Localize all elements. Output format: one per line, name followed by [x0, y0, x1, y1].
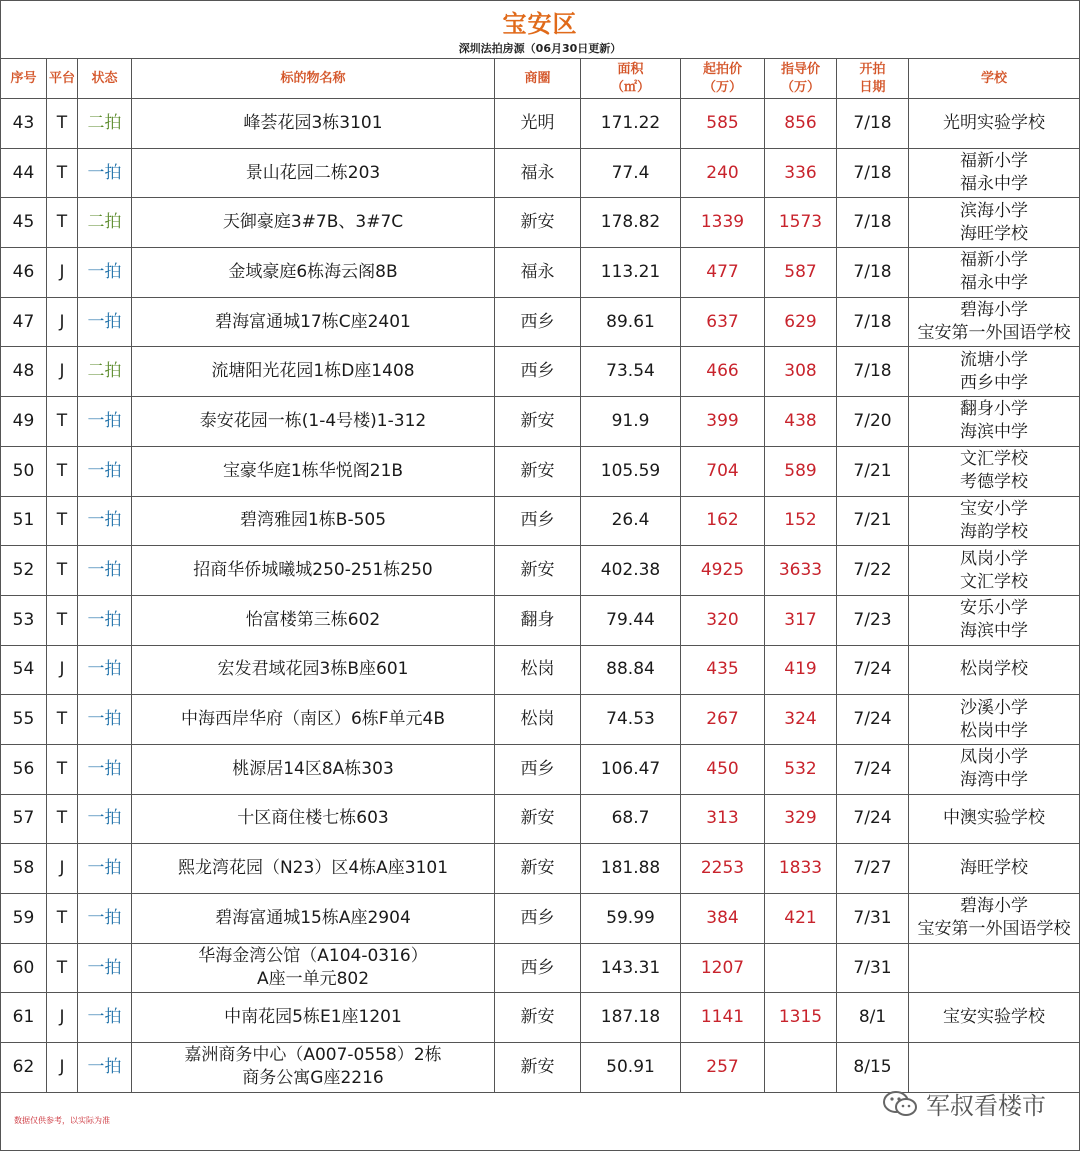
cell-name: 金域豪庭6栋海云阁8B [132, 248, 495, 298]
cell-guide-price: 329 [765, 794, 837, 844]
cell-date: 7/24 [837, 744, 909, 794]
cell-guide-price: 317 [765, 595, 837, 645]
cell-status: 一拍 [78, 943, 132, 993]
cell-name: 宏发君域花园3栋B座601 [132, 645, 495, 695]
cell-date: 8/1 [837, 993, 909, 1043]
cell-platform: J [47, 993, 78, 1043]
page-subtitle: 深圳法拍房源（06月30日更新） [458, 42, 622, 55]
cell-size: 77.4 [581, 148, 681, 198]
cell-no: 55 [1, 695, 47, 745]
cell-zone: 松岗 [495, 645, 581, 695]
cell-name: 天御豪庭3#7B、3#7C [132, 198, 495, 248]
cell-size: 79.44 [581, 595, 681, 645]
cell-no: 60 [1, 943, 47, 993]
header-col-platform: 平台 [47, 59, 78, 99]
cell-school: 凤岗小学 文汇学校 [909, 546, 1080, 596]
cell-name: 碧湾雅园1栋B-505 [132, 496, 495, 546]
cell-date: 7/18 [837, 198, 909, 248]
table-row [1, 148, 1080, 198]
cell-guide-price: 587 [765, 248, 837, 298]
cell-guide-price: 419 [765, 645, 837, 695]
table-row [1, 894, 1080, 944]
cell-size: 143.31 [581, 943, 681, 993]
cell-name: 流塘阳光花园1栋D座1408 [132, 347, 495, 397]
cell-guide-price: 1315 [765, 993, 837, 1043]
cell-start-price: 257 [681, 1043, 765, 1093]
cell-school: 碧海小学 宝安第一外国语学校 [909, 297, 1080, 347]
cell-platform: J [47, 297, 78, 347]
cell-platform: J [47, 844, 78, 894]
header-col-status: 状态 [78, 59, 132, 99]
cell-date: 7/18 [837, 248, 909, 298]
cell-start-price: 320 [681, 595, 765, 645]
cell-size: 50.91 [581, 1043, 681, 1093]
cell-status: 一拍 [78, 546, 132, 596]
cell-date: 7/21 [837, 446, 909, 496]
table-row [1, 248, 1080, 298]
cell-size: 59.99 [581, 894, 681, 944]
cell-name: 招商华侨城曦城250-251栋250 [132, 546, 495, 596]
table-row [1, 347, 1080, 397]
cell-school: 沙溪小学 松岗中学 [909, 695, 1080, 745]
cell-status: 二拍 [78, 347, 132, 397]
cell-size: 68.7 [581, 794, 681, 844]
cell-no: 59 [1, 894, 47, 944]
cell-date: 8/15 [837, 1043, 909, 1093]
cell-platform: T [47, 695, 78, 745]
cell-zone: 西乡 [495, 894, 581, 944]
cell-status: 一拍 [78, 645, 132, 695]
cell-school: 福新小学 福永中学 [909, 148, 1080, 198]
watermark-text: 军叔看楼市 [926, 1092, 1046, 1120]
cell-no: 52 [1, 546, 47, 596]
cell-no: 46 [1, 248, 47, 298]
cell-school: 宝安实验学校 [909, 993, 1080, 1043]
cell-start-price: 450 [681, 744, 765, 794]
cell-date: 7/18 [837, 347, 909, 397]
cell-zone: 新安 [495, 794, 581, 844]
cell-status: 一拍 [78, 496, 132, 546]
cell-guide-price: 421 [765, 894, 837, 944]
cell-start-price: 477 [681, 248, 765, 298]
table-row [1, 595, 1080, 645]
table-row [1, 695, 1080, 745]
table-row [1, 397, 1080, 447]
cell-start-price: 384 [681, 894, 765, 944]
cell-no: 49 [1, 397, 47, 447]
wechat-icon [882, 1090, 918, 1118]
cell-platform: T [47, 496, 78, 546]
header-col-size: 面积 （㎡） [581, 59, 681, 99]
cell-start-price: 1339 [681, 198, 765, 248]
cell-zone: 新安 [495, 993, 581, 1043]
cell-date: 7/22 [837, 546, 909, 596]
cell-date: 7/24 [837, 645, 909, 695]
cell-start-price: 399 [681, 397, 765, 447]
header-col-no: 序号 [1, 59, 47, 99]
cell-name: 嘉洲商务中心（A007-0558）2栋 商务公寓G座2216 [132, 1043, 495, 1093]
cell-guide-price: 308 [765, 347, 837, 397]
cell-size: 106.47 [581, 744, 681, 794]
cell-no: 50 [1, 446, 47, 496]
cell-name: 峰荟花园3栋3101 [132, 99, 495, 149]
cell-school: 福新小学 福永中学 [909, 248, 1080, 298]
cell-name: 碧海富通城15栋A座2904 [132, 894, 495, 944]
cell-status: 二拍 [78, 99, 132, 149]
cell-size: 402.38 [581, 546, 681, 596]
cell-no: 53 [1, 595, 47, 645]
cell-zone: 西乡 [495, 297, 581, 347]
cell-platform: J [47, 645, 78, 695]
cell-platform: J [47, 1043, 78, 1093]
cell-date: 7/20 [837, 397, 909, 447]
table-row [1, 744, 1080, 794]
cell-name: 宝豪华庭1栋华悦阁21B [132, 446, 495, 496]
table-row [1, 844, 1080, 894]
cell-name: 华海金湾公馆（A104-0316） A座一单元802 [132, 943, 495, 993]
cell-size: 88.84 [581, 645, 681, 695]
cell-date: 7/27 [837, 844, 909, 894]
cell-name: 碧海富通城17栋C座2401 [132, 297, 495, 347]
cell-platform: T [47, 446, 78, 496]
footnote: 数据仅供参考，以实际为准 [14, 1116, 110, 1125]
cell-school [909, 943, 1080, 993]
cell-guide-price: 3633 [765, 546, 837, 596]
cell-school [909, 1043, 1080, 1093]
cell-start-price: 466 [681, 347, 765, 397]
cell-platform: T [47, 943, 78, 993]
cell-start-price: 267 [681, 695, 765, 745]
cell-no: 48 [1, 347, 47, 397]
cell-platform: T [47, 99, 78, 149]
cell-start-price: 4925 [681, 546, 765, 596]
cell-school: 翻身小学 海滨中学 [909, 397, 1080, 447]
cell-no: 45 [1, 198, 47, 248]
cell-school: 凤岗小学 海湾中学 [909, 744, 1080, 794]
cell-size: 178.82 [581, 198, 681, 248]
cell-status: 一拍 [78, 894, 132, 944]
cell-status: 一拍 [78, 148, 132, 198]
cell-no: 47 [1, 297, 47, 347]
cell-name: 中海西岸华府（南区）6栋F单元4B [132, 695, 495, 745]
cell-status: 二拍 [78, 198, 132, 248]
cell-date: 7/31 [837, 943, 909, 993]
table-row [1, 993, 1080, 1043]
cell-zone: 新安 [495, 844, 581, 894]
cell-guide-price: 336 [765, 148, 837, 198]
cell-date: 7/31 [837, 894, 909, 944]
cell-guide-price: 532 [765, 744, 837, 794]
cell-no: 44 [1, 148, 47, 198]
table-body [1, 99, 1080, 1093]
table-row [1, 645, 1080, 695]
cell-school: 松岗学校 [909, 645, 1080, 695]
header-col-date: 开拍 日期 [837, 59, 909, 99]
cell-guide-price: 856 [765, 99, 837, 149]
cell-name: 景山花园二栋203 [132, 148, 495, 198]
cell-zone: 新安 [495, 397, 581, 447]
cell-guide-price: 589 [765, 446, 837, 496]
watermark [882, 1086, 1046, 1121]
cell-status: 一拍 [78, 397, 132, 447]
cell-platform: T [47, 894, 78, 944]
cell-date: 7/18 [837, 148, 909, 198]
cell-platform: T [47, 198, 78, 248]
cell-name: 桃源居14区8A栋303 [132, 744, 495, 794]
cell-zone: 福永 [495, 248, 581, 298]
cell-zone: 西乡 [495, 496, 581, 546]
table-row [1, 496, 1080, 546]
cell-platform: J [47, 347, 78, 397]
cell-zone: 松岗 [495, 695, 581, 745]
cell-name: 熙龙湾花园（N23）区4栋A座3101 [132, 844, 495, 894]
cell-no: 43 [1, 99, 47, 149]
cell-start-price: 585 [681, 99, 765, 149]
cell-status: 一拍 [78, 695, 132, 745]
cell-start-price: 2253 [681, 844, 765, 894]
cell-school: 流塘小学 西乡中学 [909, 347, 1080, 397]
cell-size: 171.22 [581, 99, 681, 149]
table-row [1, 794, 1080, 844]
cell-status: 一拍 [78, 744, 132, 794]
cell-name: 泰安花园一栋(1-4号楼)1-312 [132, 397, 495, 447]
cell-no: 51 [1, 496, 47, 546]
cell-name: 十区商住楼七栋603 [132, 794, 495, 844]
cell-school: 滨海小学 海旺学校 [909, 198, 1080, 248]
cell-platform: T [47, 397, 78, 447]
cell-school: 海旺学校 [909, 844, 1080, 894]
table-row [1, 943, 1080, 993]
cell-school: 安乐小学 海滨中学 [909, 595, 1080, 645]
cell-guide-price: 1573 [765, 198, 837, 248]
cell-zone: 福永 [495, 148, 581, 198]
cell-zone: 新安 [495, 446, 581, 496]
cell-size: 181.88 [581, 844, 681, 894]
cell-start-price: 162 [681, 496, 765, 546]
cell-guide-price: 438 [765, 397, 837, 447]
cell-guide-price: 324 [765, 695, 837, 745]
cell-status: 一拍 [78, 297, 132, 347]
cell-start-price: 240 [681, 148, 765, 198]
cell-guide-price [765, 1043, 837, 1093]
cell-no: 57 [1, 794, 47, 844]
cell-start-price: 704 [681, 446, 765, 496]
cell-size: 26.4 [581, 496, 681, 546]
cell-size: 73.54 [581, 347, 681, 397]
cell-date: 7/18 [837, 297, 909, 347]
cell-school: 宝安小学 海韵学校 [909, 496, 1080, 546]
cell-status: 一拍 [78, 794, 132, 844]
cell-status: 一拍 [78, 446, 132, 496]
cell-date: 7/18 [837, 99, 909, 149]
cell-guide-price: 1833 [765, 844, 837, 894]
cell-date: 7/24 [837, 794, 909, 844]
cell-status: 一拍 [78, 1043, 132, 1093]
cell-zone: 新安 [495, 1043, 581, 1093]
cell-zone: 新安 [495, 198, 581, 248]
cell-status: 一拍 [78, 993, 132, 1043]
header-col-school: 学校 [909, 59, 1080, 99]
cell-guide-price: 629 [765, 297, 837, 347]
cell-size: 187.18 [581, 993, 681, 1043]
table-row [1, 198, 1080, 248]
table-row [1, 297, 1080, 347]
cell-start-price: 313 [681, 794, 765, 844]
header-col-zone: 商圈 [495, 59, 581, 99]
cell-status: 一拍 [78, 248, 132, 298]
table-row [1, 1043, 1080, 1093]
cell-start-price: 1207 [681, 943, 765, 993]
cell-name: 怡富楼第三栋602 [132, 595, 495, 645]
cell-platform: T [47, 794, 78, 844]
cell-platform: T [47, 744, 78, 794]
cell-date: 7/24 [837, 695, 909, 745]
cell-size: 89.61 [581, 297, 681, 347]
cell-guide-price: 152 [765, 496, 837, 546]
table-header-row [1, 59, 1080, 99]
cell-size: 74.53 [581, 695, 681, 745]
cell-zone: 西乡 [495, 744, 581, 794]
header-col-start-price: 起拍价 （万） [681, 59, 765, 99]
cell-school: 中澳实验学校 [909, 794, 1080, 844]
cell-school: 碧海小学 宝安第一外国语学校 [909, 894, 1080, 944]
cell-status: 一拍 [78, 844, 132, 894]
cell-no: 56 [1, 744, 47, 794]
cell-no: 54 [1, 645, 47, 695]
cell-school: 文汇学校 考德学校 [909, 446, 1080, 496]
cell-no: 62 [1, 1043, 47, 1093]
cell-guide-price [765, 943, 837, 993]
cell-platform: T [47, 148, 78, 198]
cell-start-price: 637 [681, 297, 765, 347]
cell-size: 105.59 [581, 446, 681, 496]
cell-date: 7/21 [837, 496, 909, 546]
cell-school: 光明实验学校 [909, 99, 1080, 149]
cell-zone: 西乡 [495, 943, 581, 993]
cell-date: 7/23 [837, 595, 909, 645]
cell-zone: 西乡 [495, 347, 581, 397]
page-title: 宝安区 [502, 10, 578, 38]
table-row [1, 99, 1080, 149]
cell-zone: 光明 [495, 99, 581, 149]
table-row [1, 546, 1080, 596]
header-col-guide-price: 指导价 （万） [765, 59, 837, 99]
auction-table [0, 58, 1080, 1093]
cell-size: 113.21 [581, 248, 681, 298]
cell-name: 中南花园5栋E1座1201 [132, 993, 495, 1043]
cell-platform: T [47, 595, 78, 645]
cell-size: 91.9 [581, 397, 681, 447]
header-col-name: 标的物名称 [132, 59, 495, 99]
cell-no: 58 [1, 844, 47, 894]
cell-no: 61 [1, 993, 47, 1043]
cell-platform: T [47, 546, 78, 596]
cell-status: 一拍 [78, 595, 132, 645]
cell-zone: 新安 [495, 546, 581, 596]
cell-start-price: 435 [681, 645, 765, 695]
table-row [1, 446, 1080, 496]
cell-zone: 翻身 [495, 595, 581, 645]
cell-start-price: 1141 [681, 993, 765, 1043]
cell-platform: J [47, 248, 78, 298]
